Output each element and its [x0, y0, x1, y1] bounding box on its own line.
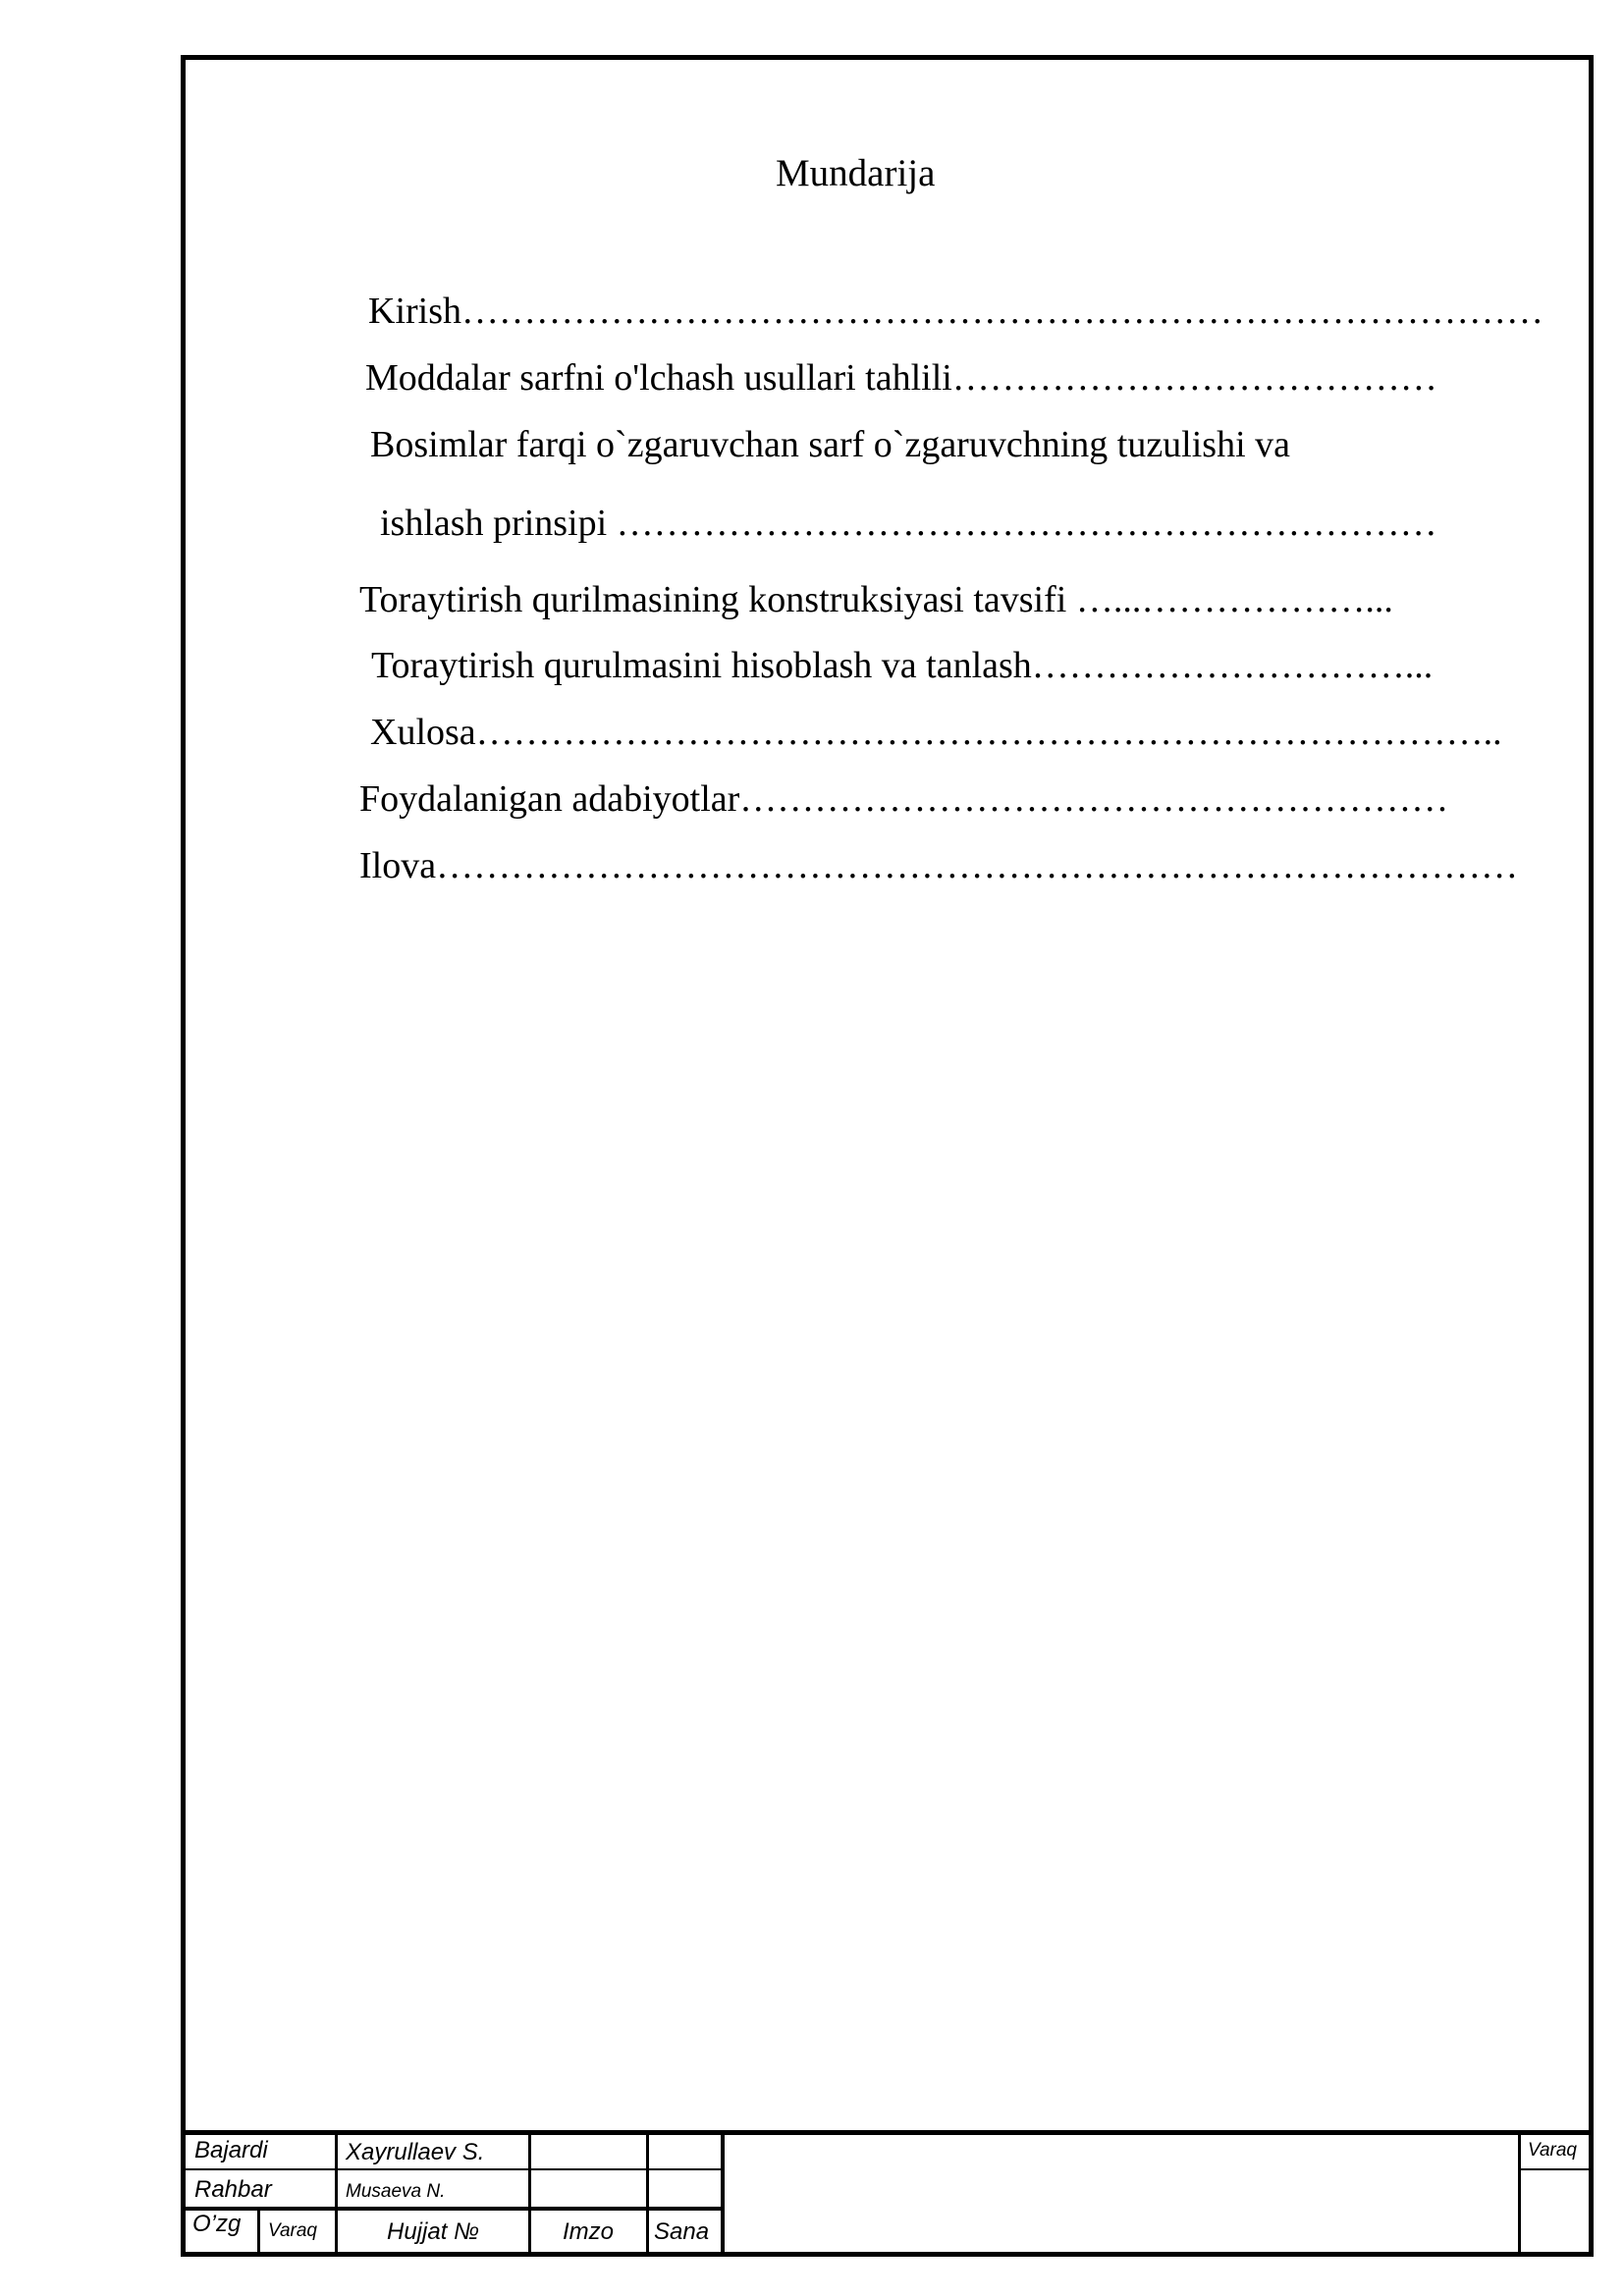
document-number-label: Hujjat № [387, 2218, 480, 2245]
toc-entry-calculation: Toraytirish qurulmasini hisoblash va tanlash…………………………... [371, 645, 1434, 686]
toc-entry-introduction: Kirish…………………………………………………………………………… [368, 291, 1543, 332]
change-column-label: O’zg [192, 2211, 242, 2237]
toc-entry-construction: Toraytirish qurilmasining konstruksiyasi tavsifi …...………………... [359, 579, 1393, 620]
toc-entry-measurement-methods: Moddalar sarfni o'lchash usullari tahlili………………………………… [365, 357, 1437, 399]
toc-entry-references: Foydalanigan adabiyotlar………………………………………………… [359, 778, 1449, 820]
toc-entry-pressure-line2: ishlash prinsipi ………………………………………………………… [380, 503, 1437, 544]
supervisor-label: Rahbar [194, 2176, 272, 2203]
page-title: Mundarija [776, 152, 936, 194]
performer-name: Xayrullaev S. [346, 2139, 485, 2165]
toc-entry-pressure-line1: Bosimlar farqi o`zgaruvchan sarf o`zgaruvchning tuzulishi va [370, 424, 1291, 465]
supervisor-name: Musaeva N. [346, 2181, 446, 2202]
title-block [181, 2130, 1594, 2257]
toc-entry-conclusion: Xulosa……………………………………………………………………….. [370, 712, 1502, 753]
toc-entry-appendix: Ilova…………………………………………………………………………… [359, 845, 1519, 886]
performed-by-label: Bajardi [194, 2137, 268, 2163]
sheet-column-label: Varaq [268, 2220, 317, 2241]
sheet-label: Varaq [1528, 2140, 1577, 2161]
date-label: Sana [654, 2218, 710, 2245]
signature-label: Imzo [563, 2218, 615, 2245]
